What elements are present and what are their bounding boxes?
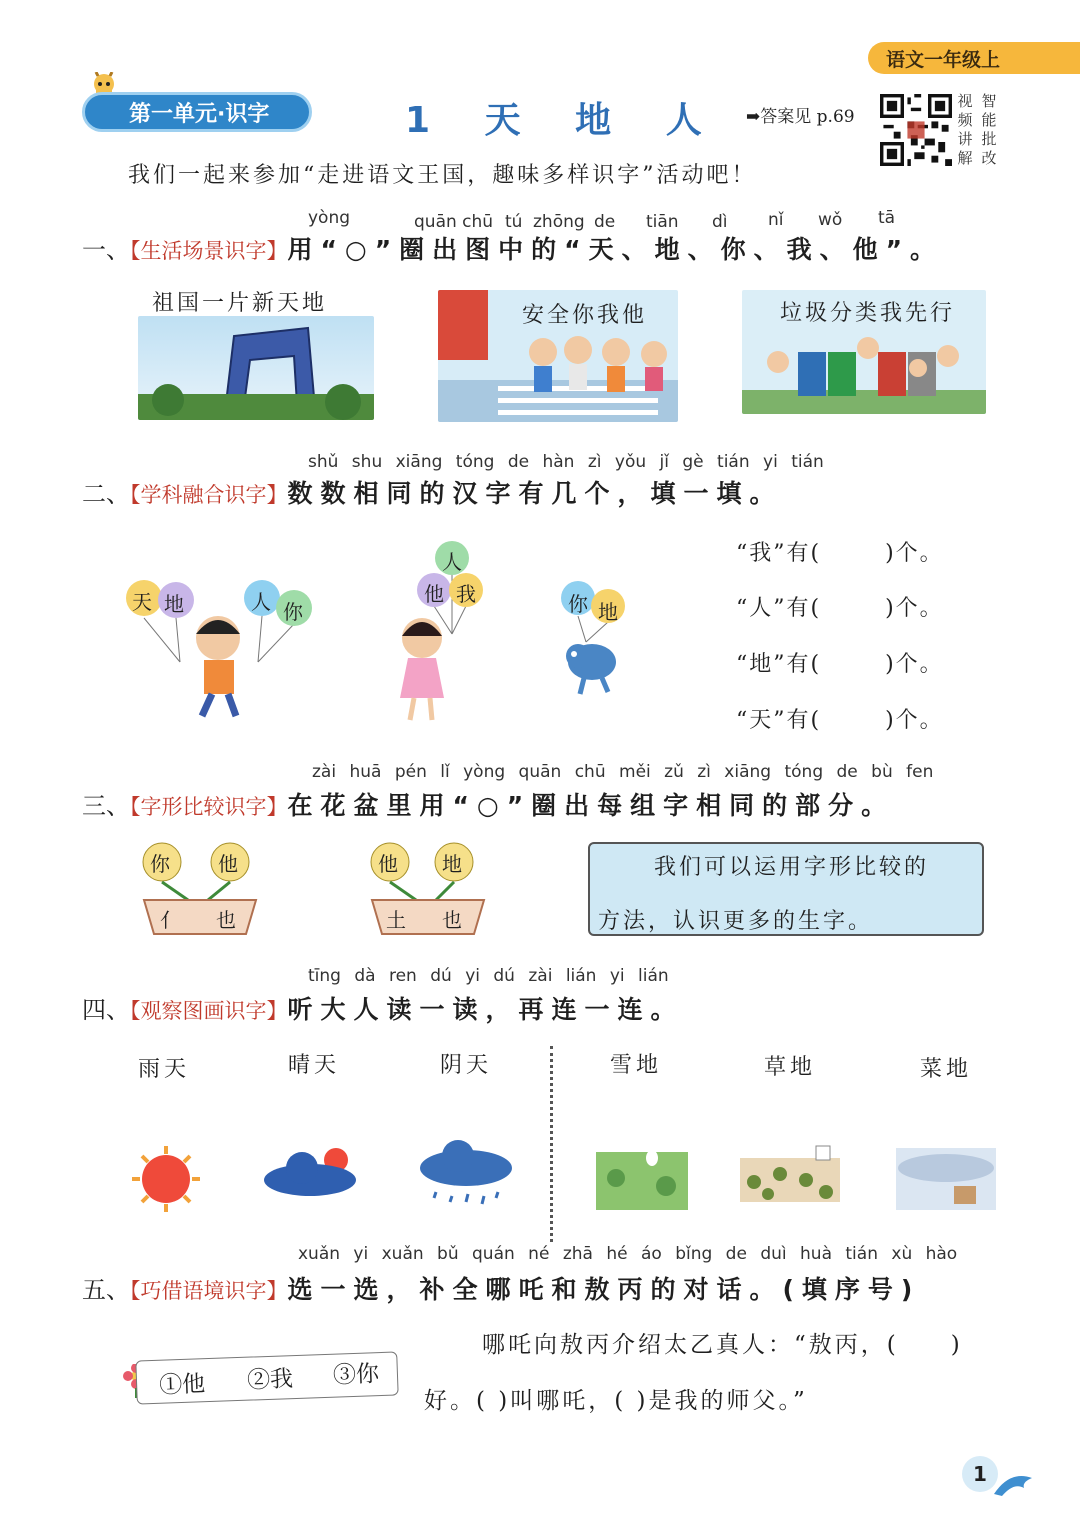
label-grassland: 草地 <box>764 1055 817 1080</box>
s1-heading: 一、【生活场景识字】用“○”圈出图中的“天、地、你、我、他”。 <box>82 235 944 264</box>
s3-pinyin: zài huā pén lǐ yòng quān chū měi zǔ zì xiāng tóng de bù fen <box>312 762 934 782</box>
balloon-wo: 我 <box>456 582 476 606</box>
s5-heading: 五、【巧借语境识字】选一选，补全哪吒和敖丙的对话。(填序号) <box>82 1275 921 1304</box>
vegetable-field-icon[interactable] <box>740 1140 840 1202</box>
s1-pinyin-ta: tā <box>878 208 896 228</box>
pot1-flower-ni[interactable]: 你 <box>150 852 170 876</box>
sun-icon[interactable] <box>126 1146 206 1212</box>
s1-pinyin-ni: nǐ <box>768 210 784 230</box>
pot2-part-ye: 也 <box>442 908 462 932</box>
label-rainy: 雨天 <box>138 1057 191 1082</box>
balloon-ni-dog: 你 <box>568 592 588 616</box>
qr-label-right: 智 能 批 改 <box>981 92 997 167</box>
pot1-flower-ta[interactable]: 他 <box>218 852 238 876</box>
arrow-right-icon: ➡ <box>746 107 761 127</box>
balloon-ni: 你 <box>283 600 303 624</box>
pot1-part-ye: 也 <box>216 908 236 932</box>
s2-heading: 二、【学科融合识字】数数相同的汉字有几个，填一填。 <box>82 479 783 508</box>
lesson-title <box>405 92 742 143</box>
dolphin-icon <box>992 1468 1036 1502</box>
balloon-di-dog: 地 <box>598 600 618 624</box>
option-3[interactable]: ③你 <box>332 1361 380 1389</box>
word-bank <box>135 1351 398 1404</box>
tip-line-1: 我们可以运用字形比较的 <box>654 855 930 880</box>
s1-pinyin-tu: tú <box>505 212 523 232</box>
pot1-part-ren: 亻 <box>160 908 180 932</box>
s4-heading: 四、【观察图画识字】听大人读一读，再连一连。 <box>82 995 684 1024</box>
s1-pinyin-tian: tiān <box>646 212 679 232</box>
divider-line <box>550 1046 553 1242</box>
lesson-char-1: 天 <box>484 100 523 141</box>
intro-text: 我们一起来参加“走进语文王国，趣味多样识字”活动吧！ <box>128 163 757 188</box>
s1-pinyin-yong: yòng <box>308 208 351 228</box>
picture-cctv-building <box>138 316 374 420</box>
qr-label-left: 视 频 讲 解 <box>957 92 973 167</box>
s2-pinyin: shǔ shu xiāng tóng de hàn zì yǒu jǐ gè tián yi tián <box>308 452 824 472</box>
tip-line-2: 方法，认识更多的生字。 <box>598 909 874 934</box>
pot2-flower-di[interactable]: 地 <box>442 852 462 876</box>
lesson-number: 1 <box>405 100 433 141</box>
pot2-flower-ta[interactable]: 他 <box>378 852 398 876</box>
building-illustration-icon <box>138 316 374 420</box>
s1-pinyin-zhong: zhōng <box>533 212 585 232</box>
lesson-char-2: 地 <box>575 100 614 141</box>
balloon-tian: 天 <box>132 590 152 614</box>
pot2-part-tu: 土 <box>386 908 406 932</box>
balloon-ren: 人 <box>251 590 271 614</box>
balloon-ta: 他 <box>424 582 444 606</box>
count-answer-di: “地”有( )个。 <box>736 652 944 677</box>
s1-pinyin-de: de <box>594 212 616 232</box>
picture-label-2: 安全你我他 <box>522 303 648 328</box>
s1-pinyin-quanchu: quān chū <box>414 212 494 232</box>
cloud-sun-icon[interactable] <box>262 1146 362 1198</box>
rain-cloud-icon[interactable] <box>418 1140 514 1212</box>
page-number: 1 <box>962 1456 998 1492</box>
option-2[interactable]: ②我 <box>246 1366 294 1394</box>
snowfield-icon[interactable] <box>896 1138 996 1210</box>
balloon-di: 地 <box>164 592 184 616</box>
label-snowfield: 雪地 <box>610 1053 663 1078</box>
label-vegetable-field: 菜地 <box>920 1057 973 1082</box>
dialog-line-1: 哪吒向敖丙介绍太乙真人：“敖丙，( ) <box>482 1332 963 1358</box>
s1-pinyin-wo: wǒ <box>818 210 843 230</box>
tip-box <box>588 842 984 936</box>
picture-label-1: 祖国一片新天地 <box>152 291 328 316</box>
s1-pinyin-di: dì <box>712 212 728 232</box>
dialog-line-2: 好。( )叫哪吒，( )是我的师父。” <box>424 1388 808 1414</box>
s3-heading: 三、【字形比较识字】在花盆里用“○”圈出每组字相同的部分。 <box>82 791 895 820</box>
answer-reference: ➡答案见 p.69 <box>746 107 855 127</box>
option-1[interactable]: ①他 <box>158 1371 206 1399</box>
count-answer-tian: “天”有( )个。 <box>736 708 944 733</box>
s5-pinyin: xuǎn yi xuǎn bǔ quán né zhā hé áo bǐng de duì huà tián xù hào <box>298 1244 958 1264</box>
grade-tab: 语文一年级上 <box>868 42 1080 74</box>
picture-label-3: 垃圾分类我先行 <box>780 301 956 326</box>
lesson-char-3: 人 <box>665 100 704 141</box>
count-answer-wo: “我”有( )个。 <box>736 541 944 566</box>
unit-badge: 第一单元·识字 <box>82 92 312 132</box>
girl-with-balloons-icon <box>386 538 496 724</box>
grassland-rabbit-icon[interactable] <box>596 1138 688 1210</box>
balloon-ren-girl: 人 <box>442 550 462 574</box>
count-answer-ren: “人”有( )个。 <box>736 596 944 621</box>
label-sunny: 晴天 <box>288 1053 341 1078</box>
qr-code-icon[interactable] <box>880 94 952 166</box>
s4-pinyin: tīng dà ren dú yi dú zài lián yi lián <box>308 966 669 986</box>
label-cloudy: 阴天 <box>440 1053 493 1078</box>
